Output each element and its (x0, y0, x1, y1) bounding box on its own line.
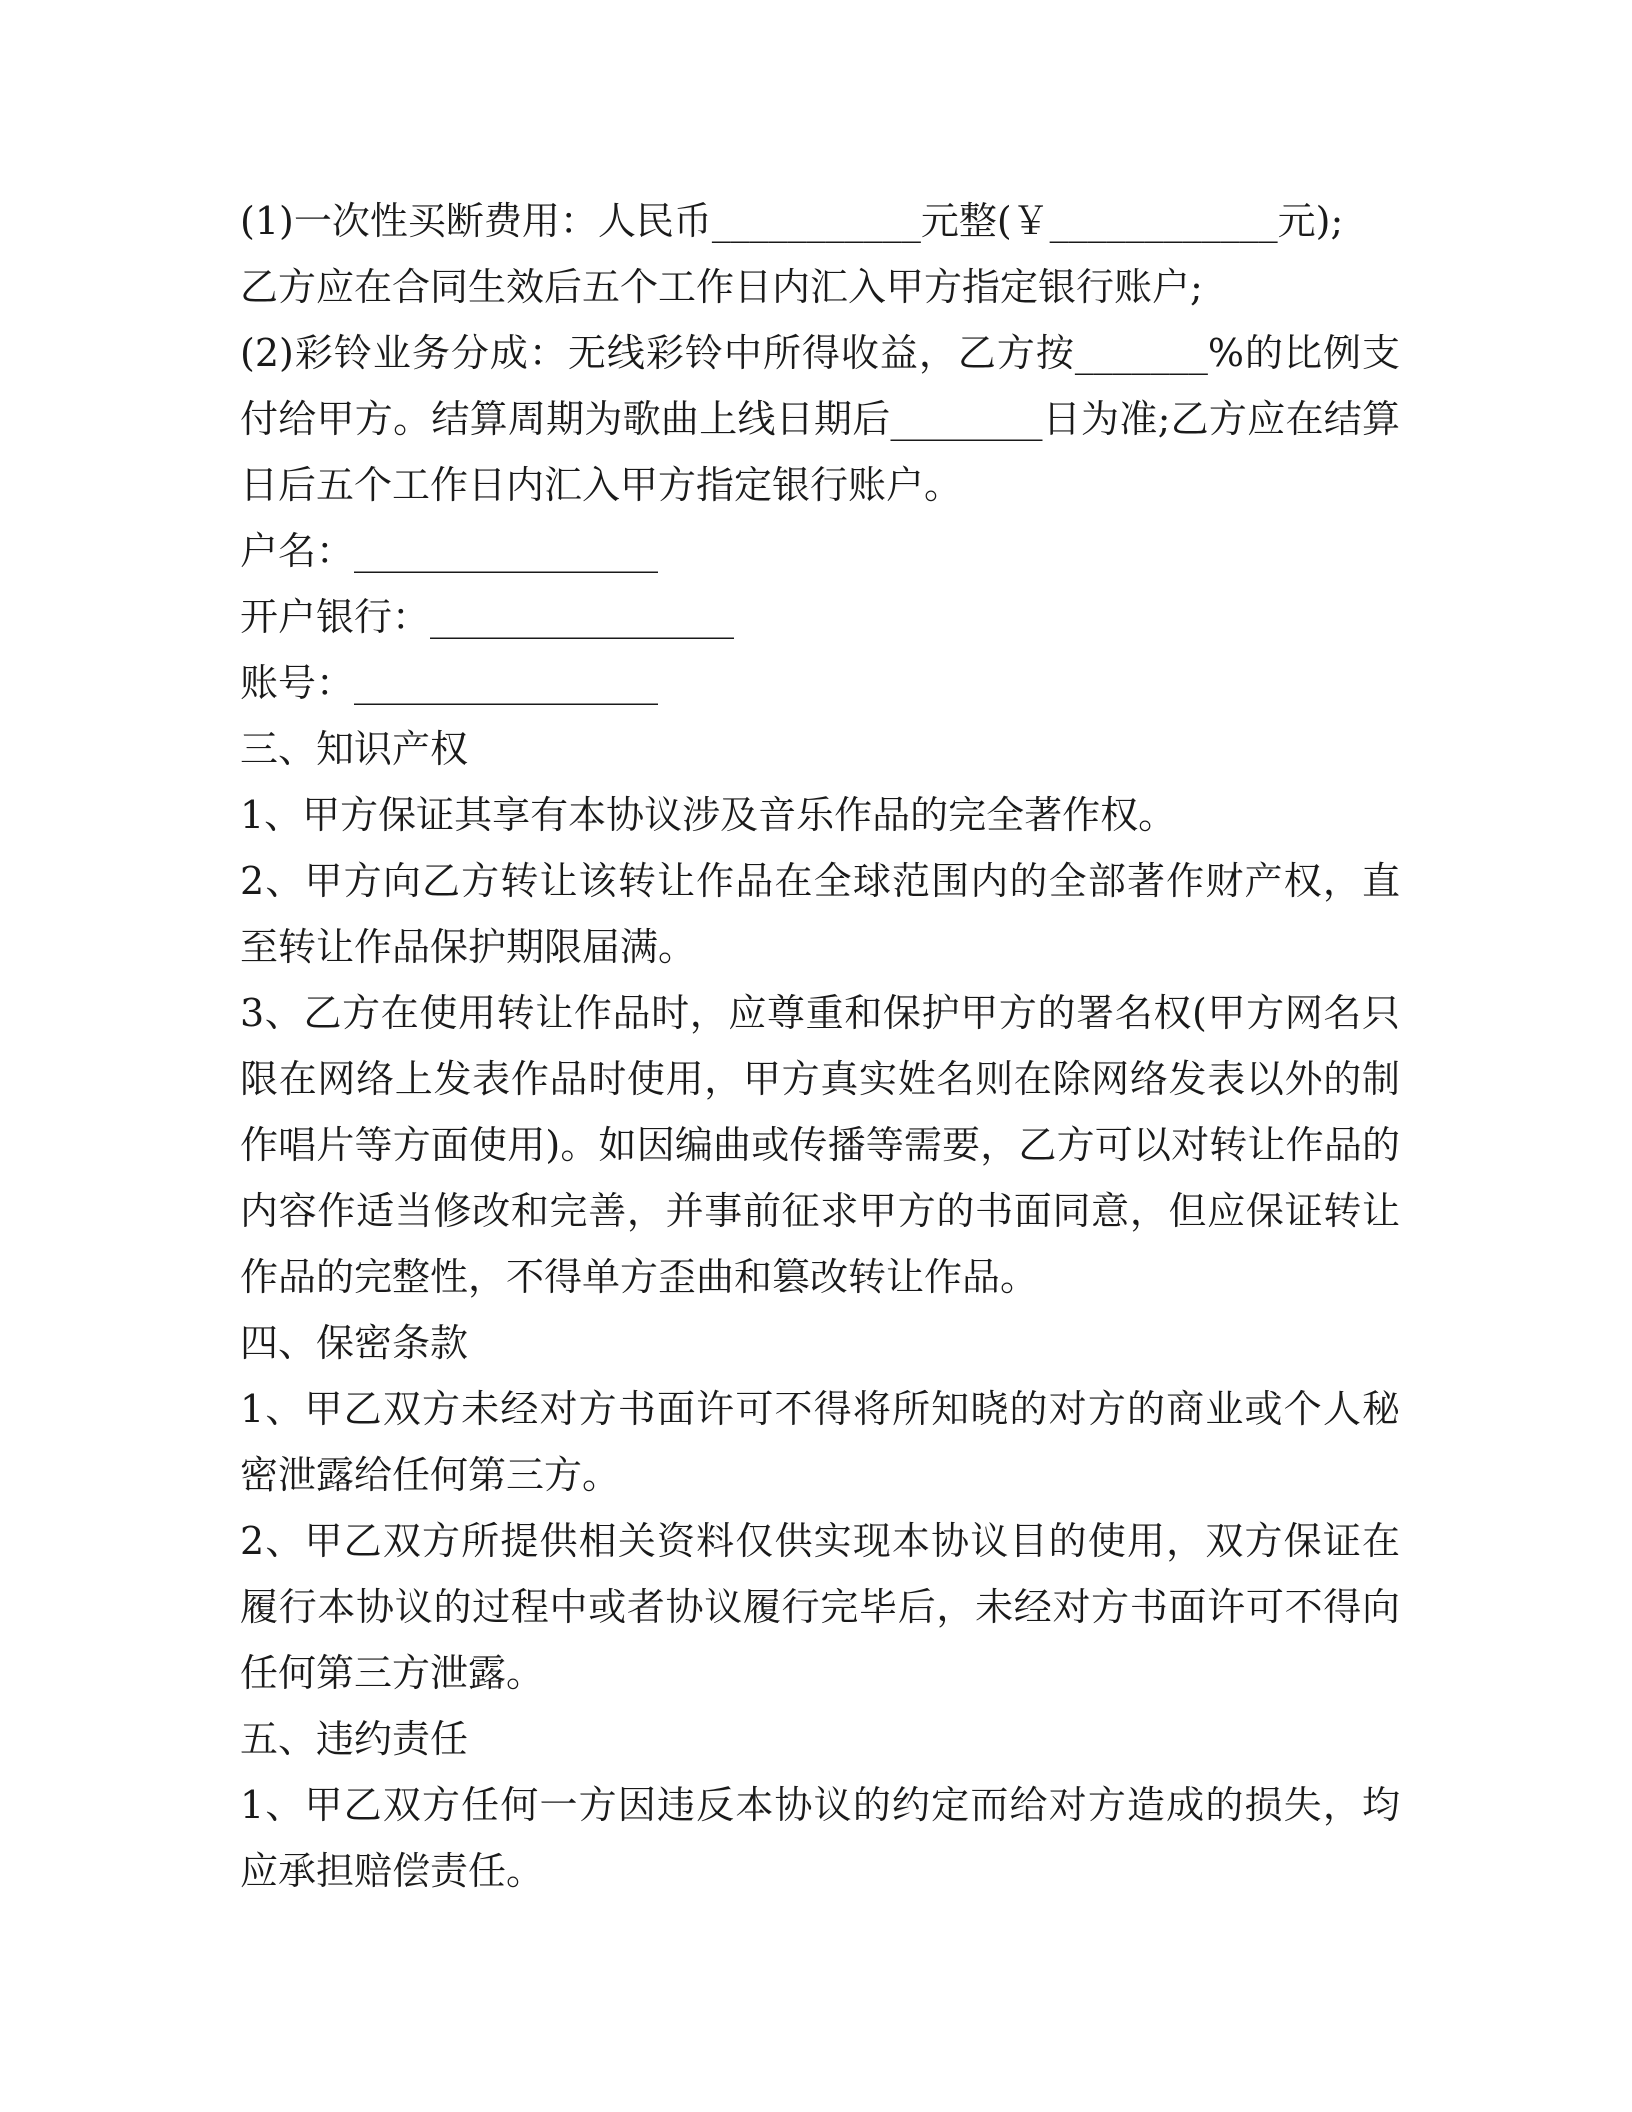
account-number-line: 账号：________________ (240, 661, 659, 705)
clause-payment-deadline: 乙方应在合同生效后五个工作日内汇入甲方指定银行账户; (240, 265, 1203, 309)
clause-ringtone-share: (2)彩铃业务分成：无线彩铃中所得收益，乙方按_______%的比例支付给甲方。结算周期为歌曲上线日期后________日为准;乙方应在结算日后五个工作日内汇入甲方指定银行账户。 (240, 331, 1400, 507)
section-heading-liability: 五、违约责任 (240, 1717, 469, 1761)
confidentiality-clause-2: 2、甲乙双方所提供相关资料仅供实现本协议目的使用，双方保证在履行本协议的过程中或者协议履行完毕后，未经对方书面许可不得向任何第三方泄露。 (240, 1519, 1400, 1695)
section-heading-confidentiality: 四、保密条款 (240, 1321, 469, 1365)
ip-clause-1: 1、甲方保证其享有本协议涉及音乐作品的完全著作权。 (240, 793, 1177, 837)
confidentiality-clause-1: 1、甲乙双方未经对方书面许可不得将所知晓的对方的商业或个人秘密泄露给任何第三方。 (240, 1387, 1400, 1497)
bank-name-line: 开户银行：________________ (240, 595, 735, 639)
section-heading-ip: 三、知识产权 (240, 727, 469, 771)
account-name-line: 户名：________________ (240, 529, 659, 573)
clause-one-time-fee: (1)一次性买断费用：人民币___________元整(￥____________元); (240, 199, 1344, 243)
ip-clause-3: 3、乙方在使用转让作品时，应尊重和保护甲方的署名权(甲方网名只限在网络上发表作品时使用，甲方真实姓名则在除网络发表以外的制作唱片等方面使用)。如因编曲或传播等需要，乙方可以对转让作品的内容作适当修改和完善，并事前征求甲方的书面同意，但应保证转让作品的完整性，不得单方歪曲和篡改转让作品。 (240, 991, 1400, 1299)
ip-clause-2: 2、甲方向乙方转让该转让作品在全球范围内的全部著作财产权，直至转让作品保护期限届满。 (240, 859, 1400, 969)
liability-clause-1: 1、甲乙双方任何一方因违反本协议的约定而给对方造成的损失，均应承担赔偿责任。 (240, 1783, 1400, 1893)
document-body (240, 188, 1400, 1904)
